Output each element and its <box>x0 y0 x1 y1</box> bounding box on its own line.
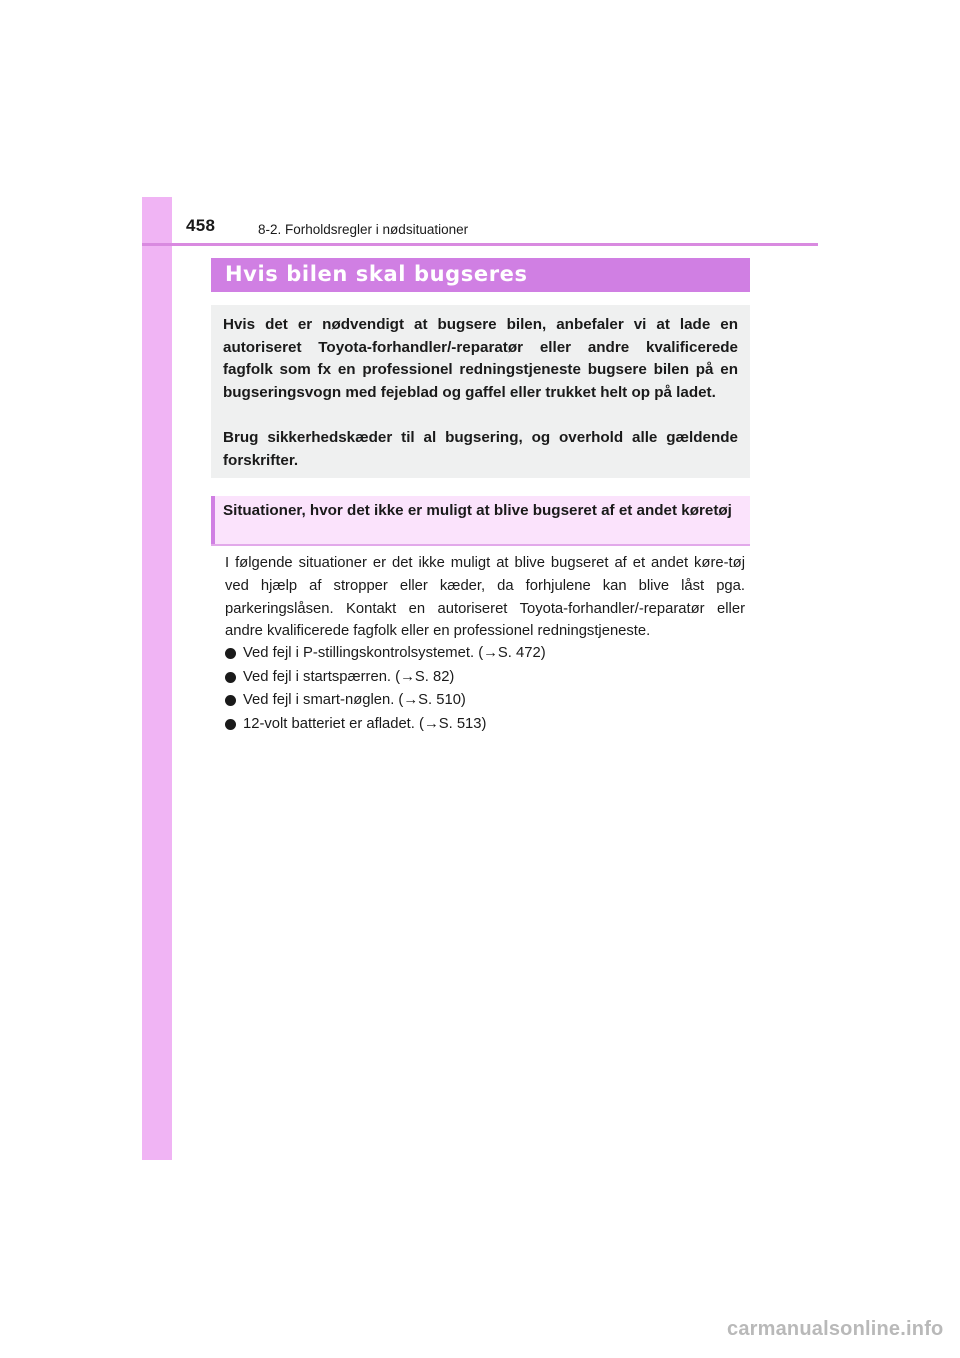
bullet-dot-icon <box>225 719 236 730</box>
page-number: 458 <box>186 216 216 235</box>
section-label: 8-2. Forholdsregler i nødsituationer <box>258 222 469 237</box>
bullet-dot-icon <box>225 672 236 683</box>
subsection-accent-bar <box>211 496 215 546</box>
section-title-bar <box>211 258 750 292</box>
header-rule <box>142 243 818 246</box>
subsection-body: I følgende situationer er det ikke muligt at blive bugseret af et andet køre-tøj ved hjælp af stropper eller kæder, da forhjulene kan blive låst pga. parkeringslåsen. Kontakt en autoriseret Toyota-forhandler/-reparatør eller andre kvalificerede fagfolk eller en professionel redningstjeneste. <box>225 555 745 640</box>
list-item <box>225 713 745 737</box>
section-title: Hvis bilen skal bugseres <box>225 262 528 286</box>
list-item <box>225 642 745 666</box>
intro-paragraph-1: Hvis det er nødvendigt at bugsere bilen, anbefaler vi at lade en autoriseret Toyota-forhandler/-reparatør eller andre kvalificerede fagfolk som fx en professionel redningstjeneste bugsere bilen på en bugseringsvogn med fejeblad og gaffel eller trukket helt op på ladet. <box>223 316 738 401</box>
list-item-text: Ved fejl i smart-nøglen. (→S. 510) <box>243 692 466 708</box>
list-item <box>225 689 745 713</box>
subsection-title: Situationer, hvor det ikke er muligt at blive bugseret af et andet køretøj <box>223 502 732 519</box>
subsection-underline <box>211 544 750 546</box>
bullet-list <box>225 642 745 736</box>
subsection-heading-box <box>211 496 750 546</box>
bullet-dot-icon <box>225 648 236 659</box>
list-item <box>225 666 745 690</box>
intro-box <box>211 305 750 478</box>
chapter-side-band <box>142 197 172 1160</box>
list-item-text: Ved fejl i startspærren. (→S. 82) <box>243 668 455 685</box>
bullet-dot-icon <box>225 695 236 706</box>
watermark: carmanualsonline.info <box>727 1318 944 1340</box>
list-item-text: 12-volt batteriet er afladet. (→S. 513) <box>243 715 487 732</box>
list-item-text: Ved fejl i P-stillingskontrolsystemet. (→S. 472) <box>243 645 546 661</box>
intro-paragraph-2: Brug sikkerhedskæder til al bugsering, og overhold alle gældende forskrifter. <box>223 429 738 469</box>
